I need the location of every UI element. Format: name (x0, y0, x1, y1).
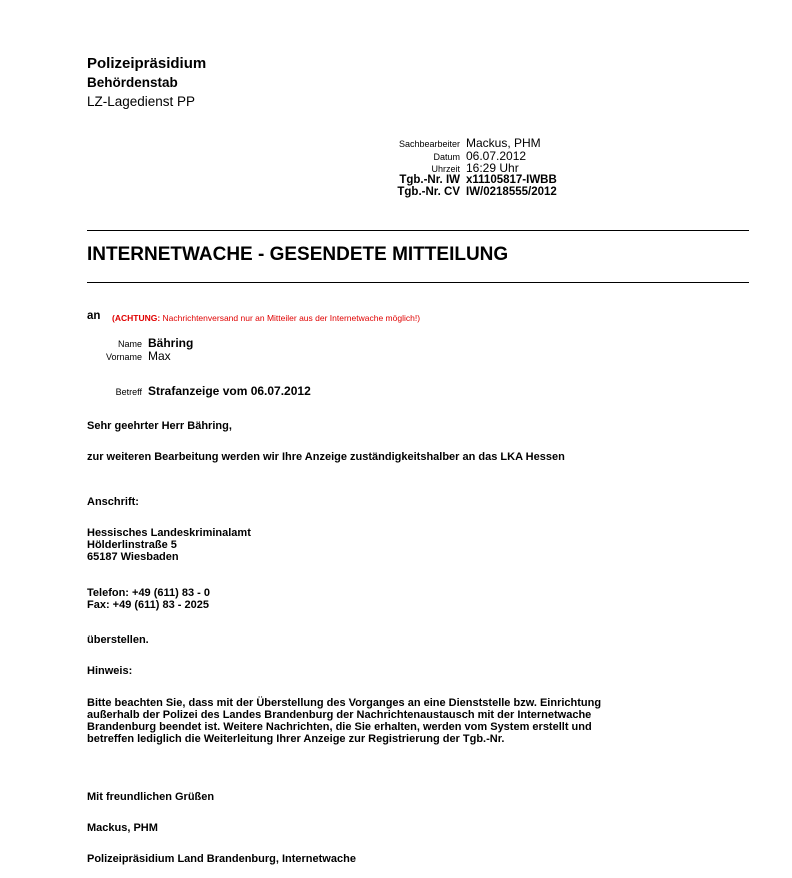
transfer-text: überstellen. (87, 634, 149, 646)
top-divider (87, 230, 749, 231)
intro-text: zur weiteren Bearbeitung werden wir Ihre Anzeige zuständigkeitshalber an das LKA Hessen (87, 451, 565, 463)
address-line: 65187 Wiesbaden (87, 551, 179, 563)
time-label: Uhrzeit (431, 164, 460, 174)
time-value: 16:29 Uhr (466, 161, 519, 175)
firstname-value: Max (148, 349, 171, 363)
bottom-divider (87, 282, 749, 283)
note-label: Hinweis: (87, 665, 133, 677)
address-label: Anschrift: (87, 496, 139, 508)
fax-number: Fax: +49 (611) 83 - 2025 (87, 599, 209, 611)
warning-bold: (ACHTUNG: (112, 313, 161, 323)
warning-text: Nachrichtenversand nur an Mitteiler aus der Internetwache möglich!) (160, 313, 421, 323)
signer-name: Mackus, PHM (87, 822, 158, 834)
subject-row (87, 384, 311, 398)
tgb-cv-label: Tgb.-Nr. CV (397, 186, 460, 198)
subject-label: Betreff (115, 387, 142, 397)
salutation: Sehr geehrter Herr Bähring, (87, 420, 232, 432)
note-line: außerhalb der Polizei des Landes Brandenburg der Nachrichtenaustausch mit der Internetwache (87, 709, 592, 721)
closing: Mit freundlichen Grüßen (87, 791, 215, 803)
organization-name: Polizeipräsidium (87, 55, 207, 72)
date-value: 06.07.2012 (466, 148, 527, 163)
tgb-cv-value: IW/0218555/2012 (466, 186, 557, 198)
name-label: Name (117, 339, 142, 349)
department-name: Behördenstab (87, 75, 178, 90)
signer-organization: Polizeipräsidium Land Brandenburg, Internetwache (87, 853, 356, 865)
clerk-value: Mackus, PHM (466, 136, 541, 150)
address-line: Hessisches Landeskriminalamt (87, 527, 251, 539)
tgb-iw-label: Tgb.-Nr. IW (399, 173, 460, 186)
note-line: Bitte beachten Sie, dass mit der Überstellung des Vorganges an eine Dienststelle bzw. Einrichtung (87, 697, 602, 709)
recipient-label: an (87, 310, 101, 322)
address-line: Hölderlinstraße 5 (87, 539, 177, 551)
unit-name: LZ-Lagedienst PP (87, 94, 196, 109)
date-label: Datum (433, 151, 460, 162)
case-metadata (330, 136, 557, 199)
note-line: Brandenburg beendet ist. Weitere Nachrichten, die Sie erhalten, werden vom System erstellt und (87, 721, 592, 733)
recipient-block (87, 336, 193, 362)
subject-value: Strafanzeige vom 06.07.2012 (148, 384, 311, 398)
phone-number: Telefon: +49 (611) 83 - 0 (87, 587, 210, 599)
page-title: INTERNETWACHE - GESENDETE MITTEILUNG (87, 244, 509, 265)
name-value: Bähring (148, 336, 194, 350)
tgb-iw-value: x11105817-IWBB (466, 173, 557, 186)
warning-notice (112, 313, 420, 323)
clerk-label: Sachbearbeiter (398, 139, 460, 149)
firstname-label: Vorname (105, 352, 142, 362)
note-line: betreffen lediglich die Weiterleitung Ihrer Anzeige zur Registrierung der Tgb.-Nr. (87, 733, 505, 745)
